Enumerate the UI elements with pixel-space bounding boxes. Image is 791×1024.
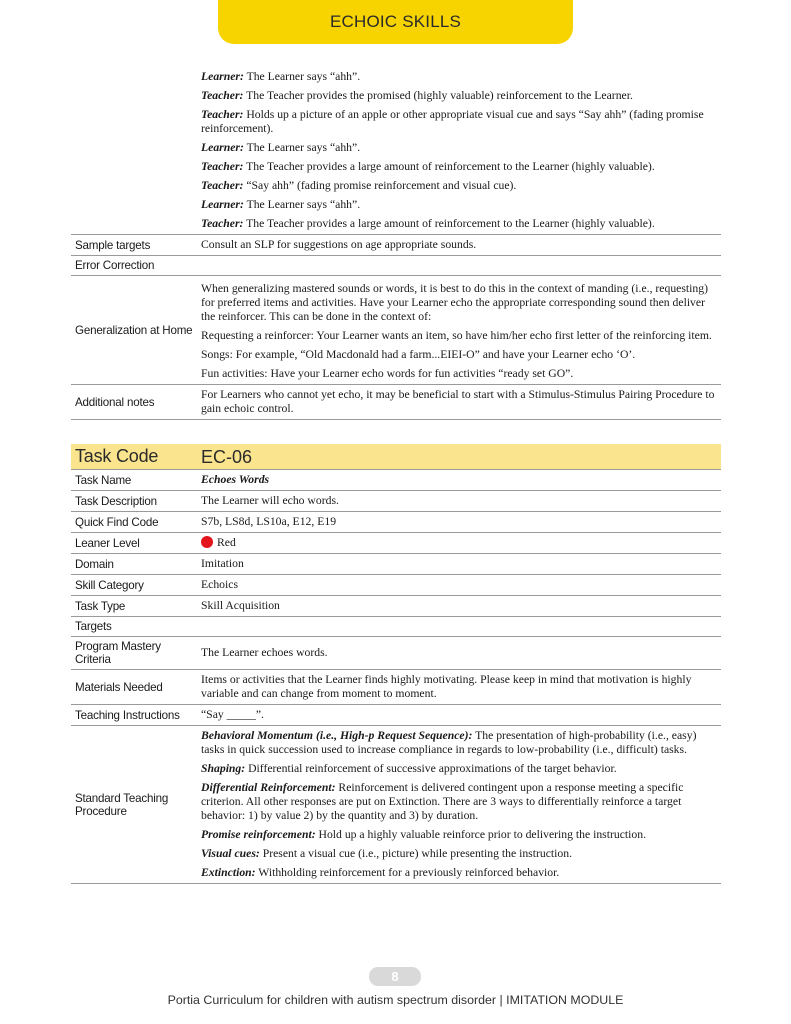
domain-label: Domain <box>71 554 195 575</box>
learner-level-value <box>195 533 721 554</box>
materials-label: Materials Needed <box>71 670 195 705</box>
task-content <box>71 70 721 884</box>
procedure-item: Visual cues: Present a visual cue (i.e., picture) while presenting the instruction. <box>201 847 573 860</box>
quick-find-label: Quick Find Code <box>71 512 195 533</box>
sample-targets-value: Consult an SLP for suggestions on age appropriate sounds. <box>195 235 721 256</box>
dialogue-line: Learner: The Learner says “ahh”. <box>201 141 361 154</box>
table-row <box>71 512 721 533</box>
dialogue-line: Learner: The Learner says “ahh”. <box>201 198 361 211</box>
procedure-label: Standard Teaching Procedure <box>71 726 195 884</box>
procedure-item: Extinction: Withholding reinforcement for a previously reinforced behavior. <box>201 866 560 879</box>
skill-category-value: Echoics <box>195 575 721 596</box>
additional-notes-label: Additional notes <box>71 385 195 420</box>
dialogue-line: Teacher: The Teacher provides the promised (highly valuable) reinforcement to the Learner. <box>201 89 633 102</box>
table-row <box>71 596 721 617</box>
sample-targets-label: Sample targets <box>71 235 195 256</box>
page-number: 8 <box>391 969 399 984</box>
task-type-label: Task Type <box>71 596 195 617</box>
section-header <box>218 0 573 44</box>
teaching-instructions-value: “Say _____”. <box>195 705 721 726</box>
table-row <box>71 670 721 705</box>
dialogue-line: Teacher: Holds up a picture of an apple or other appropriate visual cue and says “Say ahh” (fading promise reinforcement). <box>201 108 704 135</box>
procedure-continuation <box>195 70 721 235</box>
page-number-badge <box>369 967 421 986</box>
task-code-value: EC-06 <box>195 444 721 470</box>
error-correction-label: Error Correction <box>71 256 195 276</box>
task-name-value: Echoes Words <box>195 470 721 491</box>
task-table <box>71 70 721 884</box>
procedure-item: Promise reinforcement: Hold up a highly valuable reinforce prior to delivering the instruction. <box>201 828 646 841</box>
page-footer <box>0 993 791 1007</box>
task-code-row <box>71 444 721 470</box>
dialogue-line: Teacher: “Say ahh” (fading promise reinforcement and visual cue). <box>201 179 517 192</box>
mastery-criteria-label: Program Mastery Criteria <box>71 637 195 670</box>
materials-value: Items or activities that the Learner finds highly motivating. Please keep in mind that motivation is highly variable and can change from moment to moment. <box>195 670 721 705</box>
procedure-item: Differential Reinforcement: Reinforcement is delivered contingent upon a response meeting a specific criterion. All other responses are put on Extinction. There are 3 ways to differentially reinforce a target behavior: 1) by value 2) by the quantity and 3) by duration. <box>201 781 684 822</box>
red-dot-icon <box>201 536 213 548</box>
table-row <box>71 705 721 726</box>
table-row <box>71 575 721 596</box>
table-row <box>71 491 721 512</box>
domain-value: Imitation <box>195 554 721 575</box>
generalization-label: Generalization at Home <box>71 276 195 385</box>
learner-level-label: Leaner Level <box>71 533 195 554</box>
skill-category-label: Skill Category <box>71 575 195 596</box>
section-title: ECHOIC SKILLS <box>329 12 462 31</box>
dialogue-line: Teacher: The Teacher provides a large amount of reinforcement to the Learner (highly valuable). <box>201 217 655 230</box>
quick-find-value: S7b, LS8d, LS10a, E12, E19 <box>195 512 721 533</box>
table-row <box>71 617 721 637</box>
generalization-value: When generalizing mastered sounds or words, it is best to do this in the context of manding (i.e., requesting) for preferred items and activities. Have your Learner echo the appropriate corresponding sound then deliver the reinforcer. This can be done in the context of: Requesting a reinforcer: Your Learner wants an item, so have him/her echo first letter of the reinforcing item. Songs: For example, “Old Macdonald had a farm...EIEI-O” and have your Learner echo ‘O’. Fun activities: Have your Learner echo words for fun activities “ready set GO”. <box>195 276 721 385</box>
table-row <box>71 256 721 276</box>
table-row <box>71 470 721 491</box>
teaching-instructions-label: Teaching Instructions <box>71 705 195 726</box>
task-description-value: The Learner will echo words. <box>195 491 721 512</box>
footer-text: Portia Curriculum for children with autism spectrum disorder | IMITATION MODULE <box>167 993 624 1007</box>
dialogue-line: Teacher: The Teacher provides a large amount of reinforcement to the Learner (highly valuable). <box>201 160 655 173</box>
table-row <box>71 726 721 884</box>
task-code-label: Task Code <box>71 444 195 470</box>
mastery-criteria-value: The Learner echoes words. <box>195 637 721 670</box>
dialogue-line: Learner: The Learner says “ahh”. <box>201 70 361 83</box>
table-row <box>71 276 721 385</box>
task-name-label: Task Name <box>71 470 195 491</box>
procedure-item: Behavioral Momentum (i.e., High-p Request Sequence): The presentation of high-probability (i.e., easy) tasks in quick succession used to increase compliance in regards to low-probability (i.e., difficult) tasks. <box>201 729 697 756</box>
table-row <box>71 235 721 256</box>
table-row <box>71 70 721 235</box>
table-row <box>71 385 721 420</box>
table-row <box>71 637 721 670</box>
table-row <box>71 533 721 554</box>
task-type-value: Skill Acquisition <box>195 596 721 617</box>
targets-label: Targets <box>71 617 195 637</box>
procedure-item: Shaping: Differential reinforcement of successive approximations of the target behavior. <box>201 762 617 775</box>
table-row <box>71 554 721 575</box>
task-description-label: Task Description <box>71 491 195 512</box>
procedure-value <box>195 726 721 884</box>
additional-notes-value: For Learners who cannot yet echo, it may be beneficial to start with a Stimulus-Stimulus Pairing Procedure to gain echoic control. <box>195 385 721 420</box>
learner-level-text: Red <box>217 536 236 549</box>
